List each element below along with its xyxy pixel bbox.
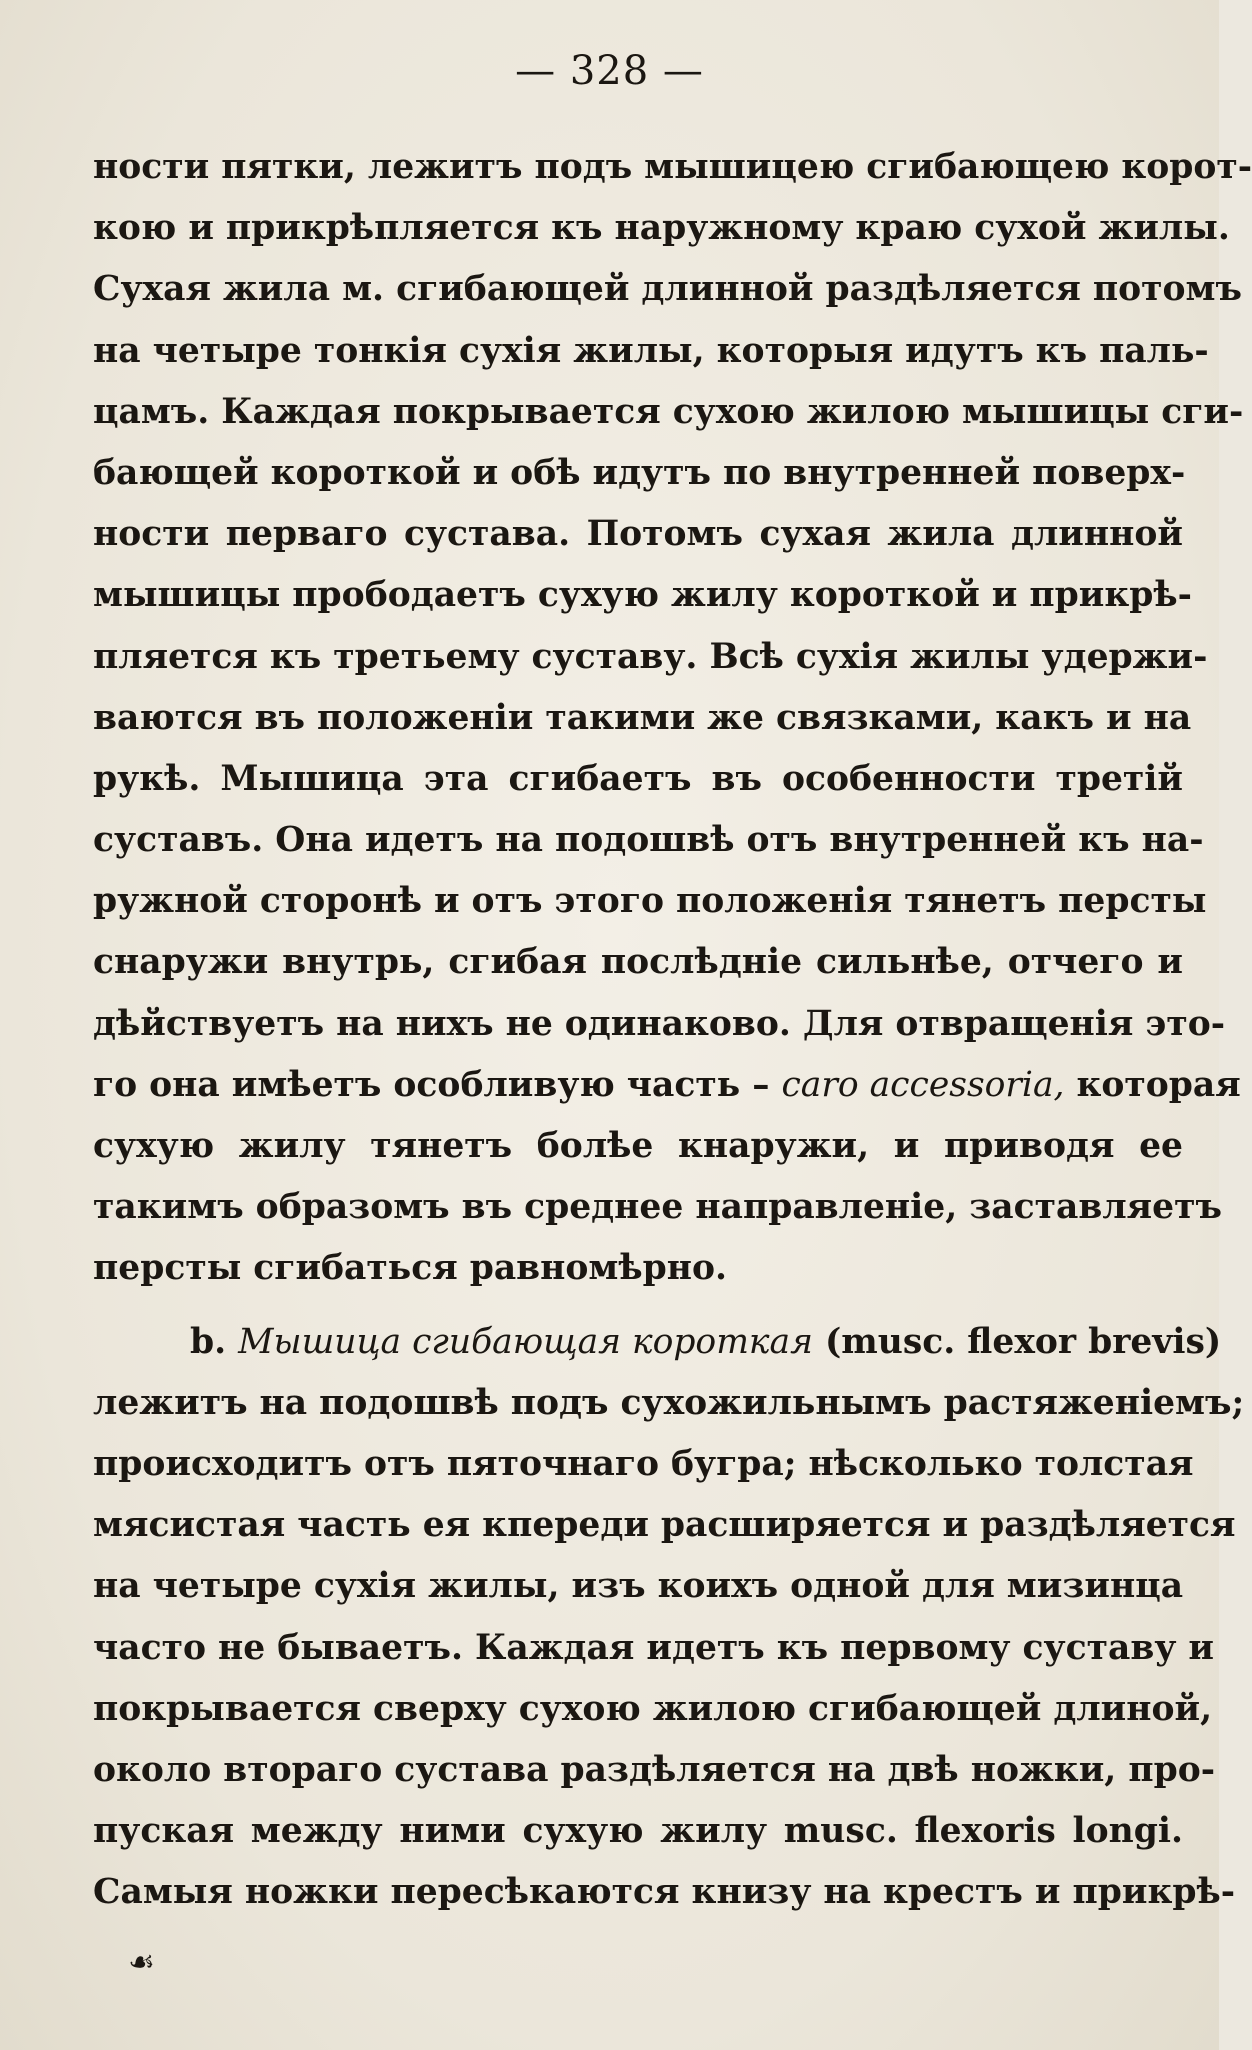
printer-mark-icon: ☙ <box>128 1945 155 1980</box>
text-line-mixed <box>93 1055 1241 1116</box>
text-line: на четыре сухія жилы, изъ коихъ одной для мизинца <box>93 1566 1184 1607</box>
page-number: — 328 — <box>515 48 704 94</box>
text-line: персты сгибаться равномѣрно. <box>93 1248 728 1289</box>
text-line: бающей короткой и обѣ идутъ по внутренней поверх- <box>93 452 1186 493</box>
text-line: пляется къ третьему суставу. Всѣ сухія жилы удержи- <box>93 636 1208 677</box>
text-line: часто не бываетъ. Каждая идетъ къ первому суставу и <box>93 1627 1215 1668</box>
text-block <box>93 137 1252 1923</box>
text-line: суставъ. Она идетъ на подошвѣ отъ внутренней къ на- <box>93 820 1204 861</box>
section-term: Мышица сгибающая короткая <box>238 1321 813 1362</box>
text-segment: го она имѣетъ особливую часть – <box>93 1064 782 1105</box>
text-line-heading <box>93 1312 1222 1373</box>
text-line: на четыре тонкія сухія жилы, которыя идутъ къ паль- <box>93 330 1209 371</box>
text-line: рукѣ. Мышица эта сгибаетъ въ особенности третій <box>93 758 1183 799</box>
text-segment: которая <box>1064 1064 1241 1105</box>
text-line: мышицы прободаетъ сухую жилу короткой и прикрѣ- <box>93 575 1192 616</box>
paragraph-gap <box>93 1300 1183 1312</box>
text-line: пуская между ними сухую жилу musc. flexoris longi. <box>93 1811 1183 1852</box>
text-line: ваются въ положеніи такими же связками, какъ и на <box>93 697 1192 738</box>
text-line: такимъ образомъ въ среднее направленіе, заставляетъ <box>93 1187 1222 1228</box>
text-line: Самыя ножки пересѣкаются книзу на крестъ и прикрѣ- <box>93 1872 1236 1913</box>
text-line: Сухая жила м. сгибающей длинной раздѣляется потомъ <box>93 269 1242 310</box>
text-line: происходитъ отъ пяточнаго бугра; нѣсколько толстая <box>93 1443 1194 1484</box>
paragraph-2 <box>93 1312 1245 1924</box>
paragraph-1 <box>93 137 1252 1300</box>
text-line: ружной сторонѣ и отъ этого положенія тянетъ персты <box>93 881 1207 922</box>
latin-term: caro accessoria, <box>781 1064 1065 1105</box>
text-line: сухую жилу тянетъ болѣе кнаружи, и приводя ее <box>93 1126 1183 1166</box>
text-line: мясистая часть ея кпереди расширяется и раздѣляется <box>93 1505 1236 1546</box>
text-line: около втораго сустава раздѣляется на двѣ ножки, про- <box>93 1749 1216 1790</box>
text-line: ности пятки, лежитъ подъ мышицею сгибающею корот- <box>93 147 1252 187</box>
text-line: снаружи внутрь, сгибая послѣдніе сильнѣе, отчего и <box>93 942 1183 983</box>
item-label: b. <box>190 1321 239 1362</box>
text-line: кою и прикрѣпляется къ наружному краю сухой жилы. <box>93 208 1230 249</box>
text-line: покрывается сверху сухою жилою сгибающей длиной, <box>93 1688 1213 1729</box>
text-segment: (musc. flexor brevis) <box>812 1321 1222 1362</box>
text-line: ности перваго сустава. Потомъ сухая жила длинной <box>93 514 1183 555</box>
text-line: дѣйствуетъ на нихъ не одинаково. Для отвращенія это- <box>93 1003 1226 1044</box>
text-line: цамъ. Каждая покрывается сухою жилою мышицы сги- <box>93 391 1244 432</box>
text-line: лежитъ на подошвѣ подъ сухожильнымъ растяженіемъ; <box>93 1382 1245 1423</box>
